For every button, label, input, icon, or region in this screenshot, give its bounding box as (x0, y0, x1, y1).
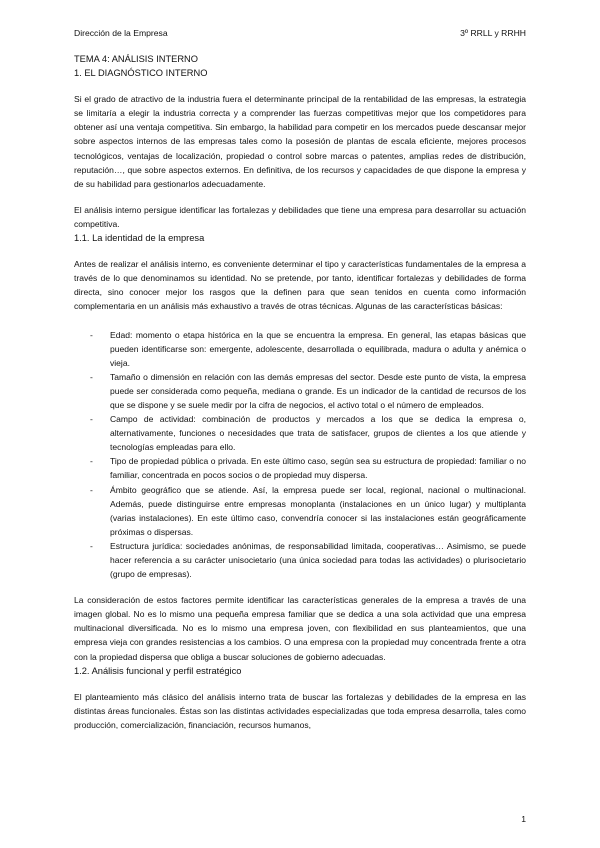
section-1-paragraph-2: El análisis interno persigue identificar las fortalezas y debilidades que tiene una empresa para desarrollar su actuación competitiva. (74, 204, 526, 229)
list-item: - Tipo de propiedad pública o privada. En este último caso, según sea su estructura de propiedad: familiar o no familiar, concentrada en pocos socios o de propiedad muy dispersa. (74, 454, 526, 482)
tema-title: TEMA 4: ANÁLISIS INTERNO (74, 54, 198, 64)
header-course-level: 3º RRLL y RRHH (460, 28, 526, 38)
document-body (74, 52, 526, 732)
section-1-2-paragraph-1: El planteamiento más clásico del análisis interno trata de buscar las fortalezas y debilidades de la empresa en las distintas áreas funcionales. Éstas son las distintas actividades especializadas que toda empresa desarrolla, tales como producción, comercialización, financiación, recursos humanos, (74, 691, 526, 730)
page-number: 1 (521, 814, 526, 824)
section-1-1-intro: Antes de realizar el análisis interno, es conveniente determinar el tipo y características fundamentales de la empresa a través de lo que denominamos su identidad. No se pretende, por tanto, identificar fortalezas y debilidades de forma directa, sino conocer mejor los rasgos que la definen para que sean tenidos en cuenta como información complementaria en un análisis más exhaustivo a través de otras técnicas. Algunas de las características básicas: (74, 259, 526, 312)
list-item: - Ámbito geográfico que se atiende. Así, la empresa puede ser local, regional, nacional o multinacional. Además, puede distinguirse entre empresas monoplanta (instalaciones en un único lugar) y multiplanta (varias instalaciones). En este último caso, convendría conocer si las instalaciones están geográficamente próximas o dispersas. (74, 483, 526, 539)
section-1-paragraph-1: Si el grado de atractivo de la industria fuera el determinante principal de la rentabilidad de las empresas, la estrategia se limitaría a elegir la industria correcta y a comprender las fuerzas competitivas mejor que los competidores para obtener así una ventaja competitiva. Sin embargo, la habilidad para competir en los mercados puede descansar mejor sobre aspectos internos de las empresas tales como la posesión de plantas de escala eficiente, mejores procesos tecnológicos, ventajas de localización, propiedad o control sobre marcas o patentes, amplias redes de distribución, reputación…, que sobre aspectos externos. En definitiva, de los recursos y capacidades de que dispone la empresa y de su habilidad para gestionarlos adecuadamente. (74, 94, 526, 189)
list-item: - Edad: momento o etapa histórica en la que se encuentra la empresa. En general, las etapas básicas que pueden identificarse son: emergente, adolescente, desarrollada o equilibrada, madura o adulta y anémica o vieja. (74, 328, 526, 370)
characteristics-list (74, 328, 526, 582)
list-item: - Estructura jurídica: sociedades anónimas, de responsabilidad limitada, cooperativas… Asimismo, se puede hacer referencia a su carácter unisocietario (una única sociedad para todas las actividades) o plurisocietario (grupo de empresas). (74, 539, 526, 581)
section-1-1-heading: 1.1. La identidad de la empresa (74, 233, 205, 244)
section-1-heading: 1. EL DIAGNÓSTICO INTERNO (74, 68, 208, 79)
list-item: - Campo de actividad: combinación de productos y mercados a los que se dedica la empresa o, alternativamente, funciones o necesidades que trata de satisfacer, grupos de clientes a los que atiende y tecnologías empleadas para ello. (74, 412, 526, 454)
header-course-name: Dirección de la Empresa (74, 28, 168, 38)
section-1-1-closing: La consideración de estos factores permite identificar las características generales de la empresa a través de una imagen global. No es lo mismo una pequeña empresa familiar que se dedica a una sola actividad que una empresa multinacional diversificada. No es lo mismo una empresa joven, con flexibilidad en sus planteamientos, que una empresa vieja con grandes resistencias a los cambios. O una empresa con la propiedad muy concentrada frente a otra con la propiedad dispersa que obliga a buscar soluciones de gobierno adecuadas. (74, 595, 526, 662)
list-item: - Tamaño o dimensión en relación con las demás empresas del sector. Desde este punto de vista, la empresa puede ser considerada como pequeña, mediana o grande. Es un indicador de la cantidad de recursos de los que se dispone y se suele medir por la cifra de negocios, el activo total o el número de empleados. (74, 370, 526, 412)
section-1-2-heading: 1.2. Análisis funcional y perfil estratégico (74, 665, 242, 676)
